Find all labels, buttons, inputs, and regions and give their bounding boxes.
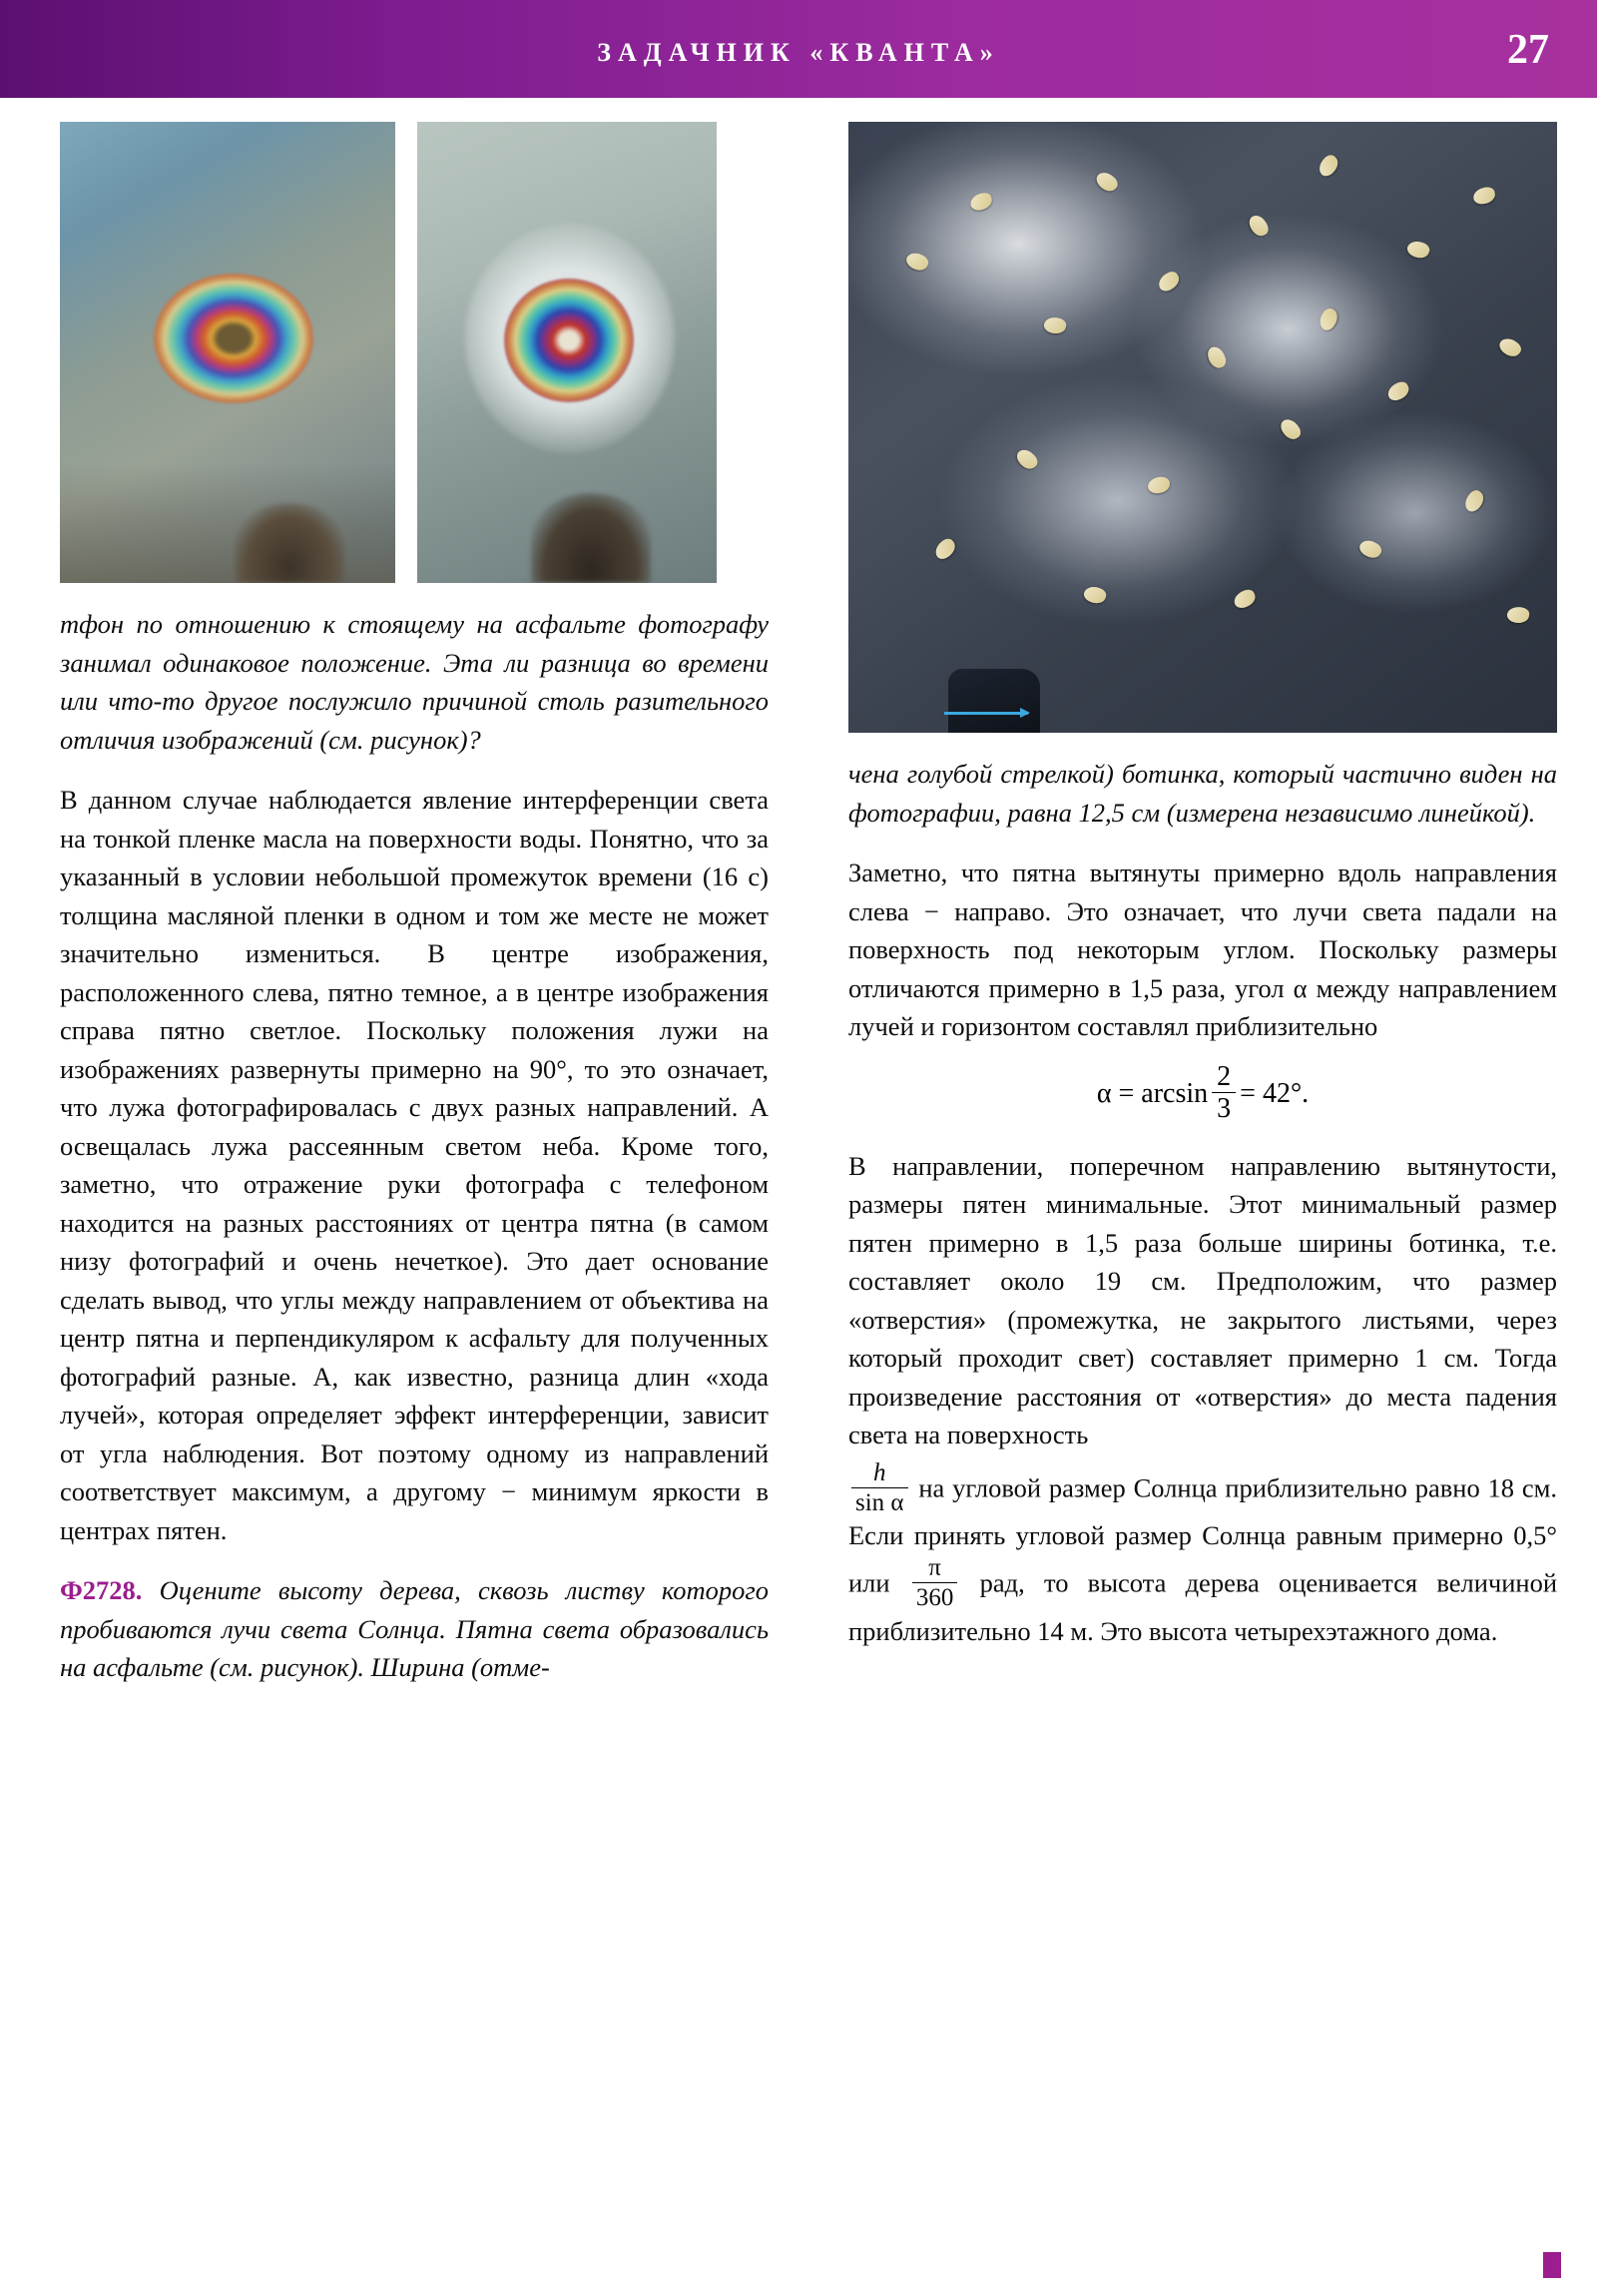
leaf	[1247, 213, 1271, 240]
leaf	[1317, 305, 1341, 332]
fraction-two-thirds	[1212, 1062, 1236, 1125]
photo-dark-blob	[531, 493, 651, 583]
formula-arcsin	[848, 1062, 1557, 1125]
blue-arrow-indicator	[944, 712, 1028, 715]
page-number: 27	[1507, 27, 1549, 73]
photo-dark-blob	[235, 503, 344, 583]
right-column	[848, 122, 1557, 1650]
paragraph-spot-size-part1: В направлении, поперечном направлению вытянутости, размеры пятен минимальные. Этот минимальный размер пятен примерно в 1,5 раза больше ширины ботинка, т.е. составляет около 19 см. Предположим, что размер «отверстия» (промежутка, не закрытого листьями, через который проходит свет) составляет примерно 1 см. Тогда произведение расстояния от «отверстия» до места падения света на поверхность	[848, 1150, 1557, 1450]
fraction-denominator: 3	[1217, 1092, 1232, 1124]
figure-oil-film-photos	[60, 122, 769, 583]
leaf	[1506, 606, 1530, 625]
leaf	[968, 191, 993, 212]
fraction-numerator: π	[912, 1555, 958, 1583]
task-text: Оцените высоту дерева, сквозь листву которого пробиваются лучи света Солнца. Пятна света образовались на асфальте (см. рисунок). Ширина (отме-	[60, 1575, 770, 1682]
leaf	[1155, 269, 1182, 293]
leaf	[1232, 587, 1258, 610]
photo-oil-film-right	[417, 122, 717, 583]
fraction-denominator: sin α	[855, 1488, 904, 1516]
formula-tail: = 42°.	[1240, 1077, 1310, 1109]
paragraph-angle-estimate: Заметно, что пятна вытянуты примерно вдоль направления слева − направо. Это означает, что лучи света падали на поверхность под некоторым углом. Поскольку размеры отличаются примерно в 1,5 раза, угол α между направлением лучей и горизонтом составлял приблизительно	[848, 858, 1557, 1041]
fraction-numerator: h	[851, 1460, 908, 1488]
figure-sun-spots-asphalt	[848, 122, 1557, 733]
boot-in-photo	[948, 669, 1040, 733]
leaf	[931, 536, 958, 562]
leaf	[1043, 315, 1068, 335]
photo-foreground-gradient	[60, 463, 395, 583]
leaf	[1356, 537, 1383, 562]
leaf	[1496, 334, 1523, 360]
fraction-denominator: 360	[915, 1584, 954, 1612]
task-f2728	[60, 1571, 769, 1687]
leaf	[1082, 584, 1108, 606]
task-number: Ф2728.	[60, 1575, 143, 1605]
page-corner-mark	[1543, 2252, 1561, 2278]
leaf	[1385, 379, 1412, 403]
paragraph-boot-width: чена голубой стрелкой) ботинка, который частично виден на фотографии, равна 12,5 см (измерена независимо линейкой).	[848, 759, 1557, 828]
paragraph-text-mid: на угловой размер Солнца приблизительно равно 18 см. Если принять угловой размер Солнца равным примерно 0,5° или	[848, 1472, 1557, 1598]
page-header	[0, 0, 1597, 98]
page-left-margin	[0, 0, 56, 2296]
paragraph-text-end: рад, то высота дерева оценивается величиной приблизительно 14 м. Это высота четырехэтажного дома.	[848, 1567, 1557, 1646]
interference-rings-dark-center	[154, 274, 313, 403]
leaf	[1014, 445, 1041, 472]
photo-oil-film-left	[60, 122, 395, 583]
paragraph-question-continuation: тфон по отношению к стоящему на асфальте фотографу занимал одинаковое положение. Эта ли разница во времени или что-то другое послужило причиной столь разительного отличия изображений (см. рисунок)?	[60, 609, 769, 755]
left-column	[60, 122, 769, 1687]
leaf	[1206, 344, 1229, 370]
leaf	[1472, 186, 1496, 206]
leaf	[1316, 152, 1342, 179]
fraction-h-over-sin-alpha	[851, 1460, 908, 1517]
leaf	[904, 250, 931, 274]
fraction-numerator: 2	[1212, 1062, 1236, 1093]
paragraph-spot-size-part2	[848, 1460, 1557, 1651]
leaf	[1147, 476, 1170, 494]
interference-rings-light-center	[504, 279, 634, 402]
formula-lead: α = arcsin	[1096, 1077, 1209, 1109]
leaf	[1093, 169, 1120, 196]
leaf	[1461, 487, 1487, 514]
fraction-pi-over-360	[912, 1555, 958, 1612]
header-title: ЗАДАЧНИК «КВАНТА»	[597, 38, 1000, 67]
paragraph-solution: В данном случае наблюдается явление интерференции света на тонкой пленке масла на поверхности воды. Понятно, что за указанный в условии небольшой промежуток времени (16 с) толщина масляной пленки в одном и том же месте не может значительно измениться. В центре изображения, расположенного слева, пятно темное, а в центре изображения справа пятно светлое. Поскольку положения лужи на изображениях развернуты примерно на 90°, то это означает, что лужа фотографировалась с двух разных направлений. А освещалась лужа рассеянным светом неба. Кроме того, заметно, что отражение руки фотографа с телефоном находится на разных расстояниях от центра пятна (в самом низу фотографий и очень нечеткое). Это дает основание сделать вывод, что углы между направлением от объектива на центр пятна и перпендикуляром к асфальту для полученных фотографий разные. А, как известно, разница длин «хода лучей», которая определяет эффект интерференции, зависит от угла наблюдения. Вот поэтому одному из направлений соответствует максимум, а другому − минимум яркости в центрах пятен.	[60, 785, 769, 1545]
leaf	[1278, 415, 1304, 442]
leaf	[1405, 239, 1431, 262]
